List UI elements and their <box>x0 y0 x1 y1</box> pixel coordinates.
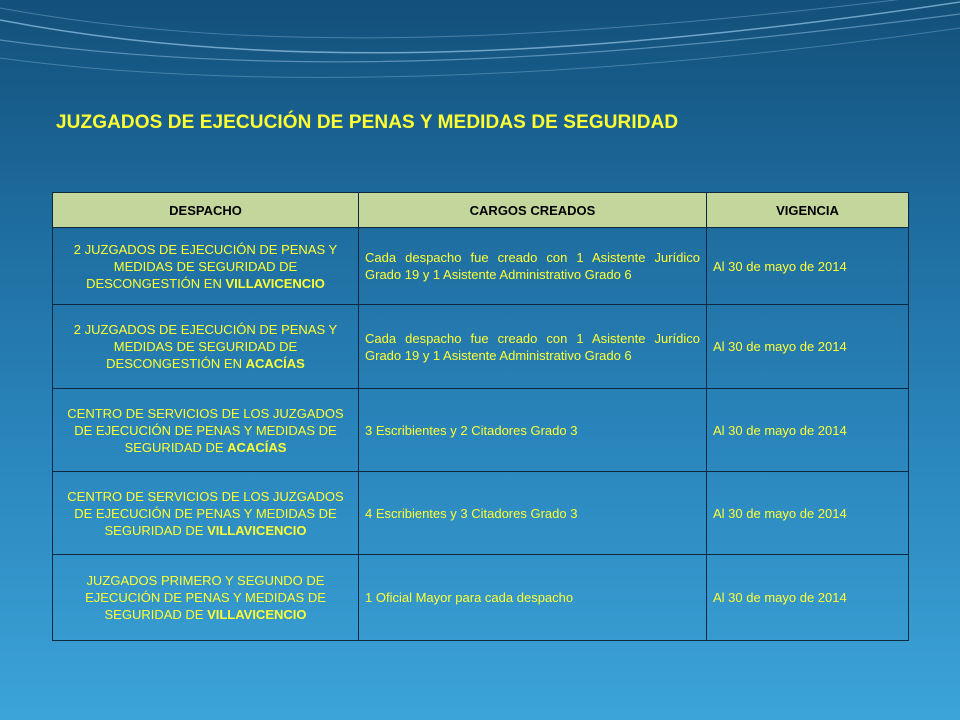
header-vigencia: VIGENCIA <box>707 193 909 228</box>
table-row <box>53 305 909 389</box>
cargos-cell: 3 Escribientes y 2 Citadores Grado 3 <box>359 389 707 472</box>
despacho-place: ACACÍAS <box>227 439 287 455</box>
table-row <box>53 472 909 555</box>
table-row <box>53 555 909 641</box>
despacho-place: ACACÍAS <box>245 356 305 371</box>
slide-title: JUZGADOS DE EJECUCIÓN DE PENAS Y MEDIDAS DE SEGURIDAD <box>56 112 679 133</box>
assignments-table <box>52 192 909 641</box>
despacho-place: VILLAVICENCIO <box>225 275 325 291</box>
despacho-text: JUZGADOS PRIMERO Y SEGUNDO DE EJECUCIÓN DE PENAS Y MEDIDAS DE SEGURIDAD DE <box>85 573 326 622</box>
despacho-cell <box>53 389 359 472</box>
header-despacho: DESPACHO <box>53 193 359 228</box>
despacho-place: VILLAVICENCIO <box>207 607 307 622</box>
table-row <box>53 389 909 472</box>
despacho-text: CENTRO DE SERVICIOS DE LOS JUZGADOS DE EJECUCIÓN DE PENAS Y MEDIDAS DE SEGURIDAD DE <box>67 405 344 455</box>
despacho-text: CENTRO DE SERVICIOS DE LOS JUZGADOS DE EJECUCIÓN DE PENAS Y MEDIDAS DE SEGURIDAD DE <box>67 488 344 538</box>
despacho-place: VILLAVICENCIO <box>207 522 307 538</box>
vigencia-cell: Al 30 de mayo de 2014 <box>707 555 909 641</box>
despacho-cell <box>53 555 359 641</box>
vigencia-cell: Al 30 de mayo de 2014 <box>707 472 909 555</box>
despacho-text: 2 JUZGADOS DE EJECUCIÓN DE PENAS Y MEDIDAS DE SEGURIDAD DE DESCONGESTIÓN EN <box>73 241 338 291</box>
decorative-swoosh <box>0 0 960 120</box>
despacho-cell <box>53 228 359 305</box>
despacho-cell <box>53 305 359 389</box>
table-row <box>53 228 909 305</box>
despacho-text: 2 JUZGADOS DE EJECUCIÓN DE PENAS Y MEDIDAS DE SEGURIDAD DE DESCONGESTIÓN EN <box>73 322 338 371</box>
vigencia-cell: Al 30 de mayo de 2014 <box>707 228 909 305</box>
cargos-cell: Cada despacho fue creado con 1 Asistente Jurídico Grado 19 y 1 Asistente Administrativo Grado 6 <box>359 305 707 389</box>
header-cargos-creados: CARGOS CREADOS <box>359 193 707 228</box>
table-header-row <box>53 193 909 228</box>
cargos-cell: 1 Oficial Mayor para cada despacho <box>359 555 707 641</box>
despacho-cell <box>53 472 359 555</box>
cargos-cell: Cada despacho fue creado con 1 Asistente Jurídico Grado 19 y 1 Asistente Administrativo Grado 6 <box>359 228 707 305</box>
cargos-cell: 4 Escribientes y 3 Citadores Grado 3 <box>359 472 707 555</box>
vigencia-cell: Al 30 de mayo de 2014 <box>707 389 909 472</box>
vigencia-cell: Al 30 de mayo de 2014 <box>707 305 909 389</box>
